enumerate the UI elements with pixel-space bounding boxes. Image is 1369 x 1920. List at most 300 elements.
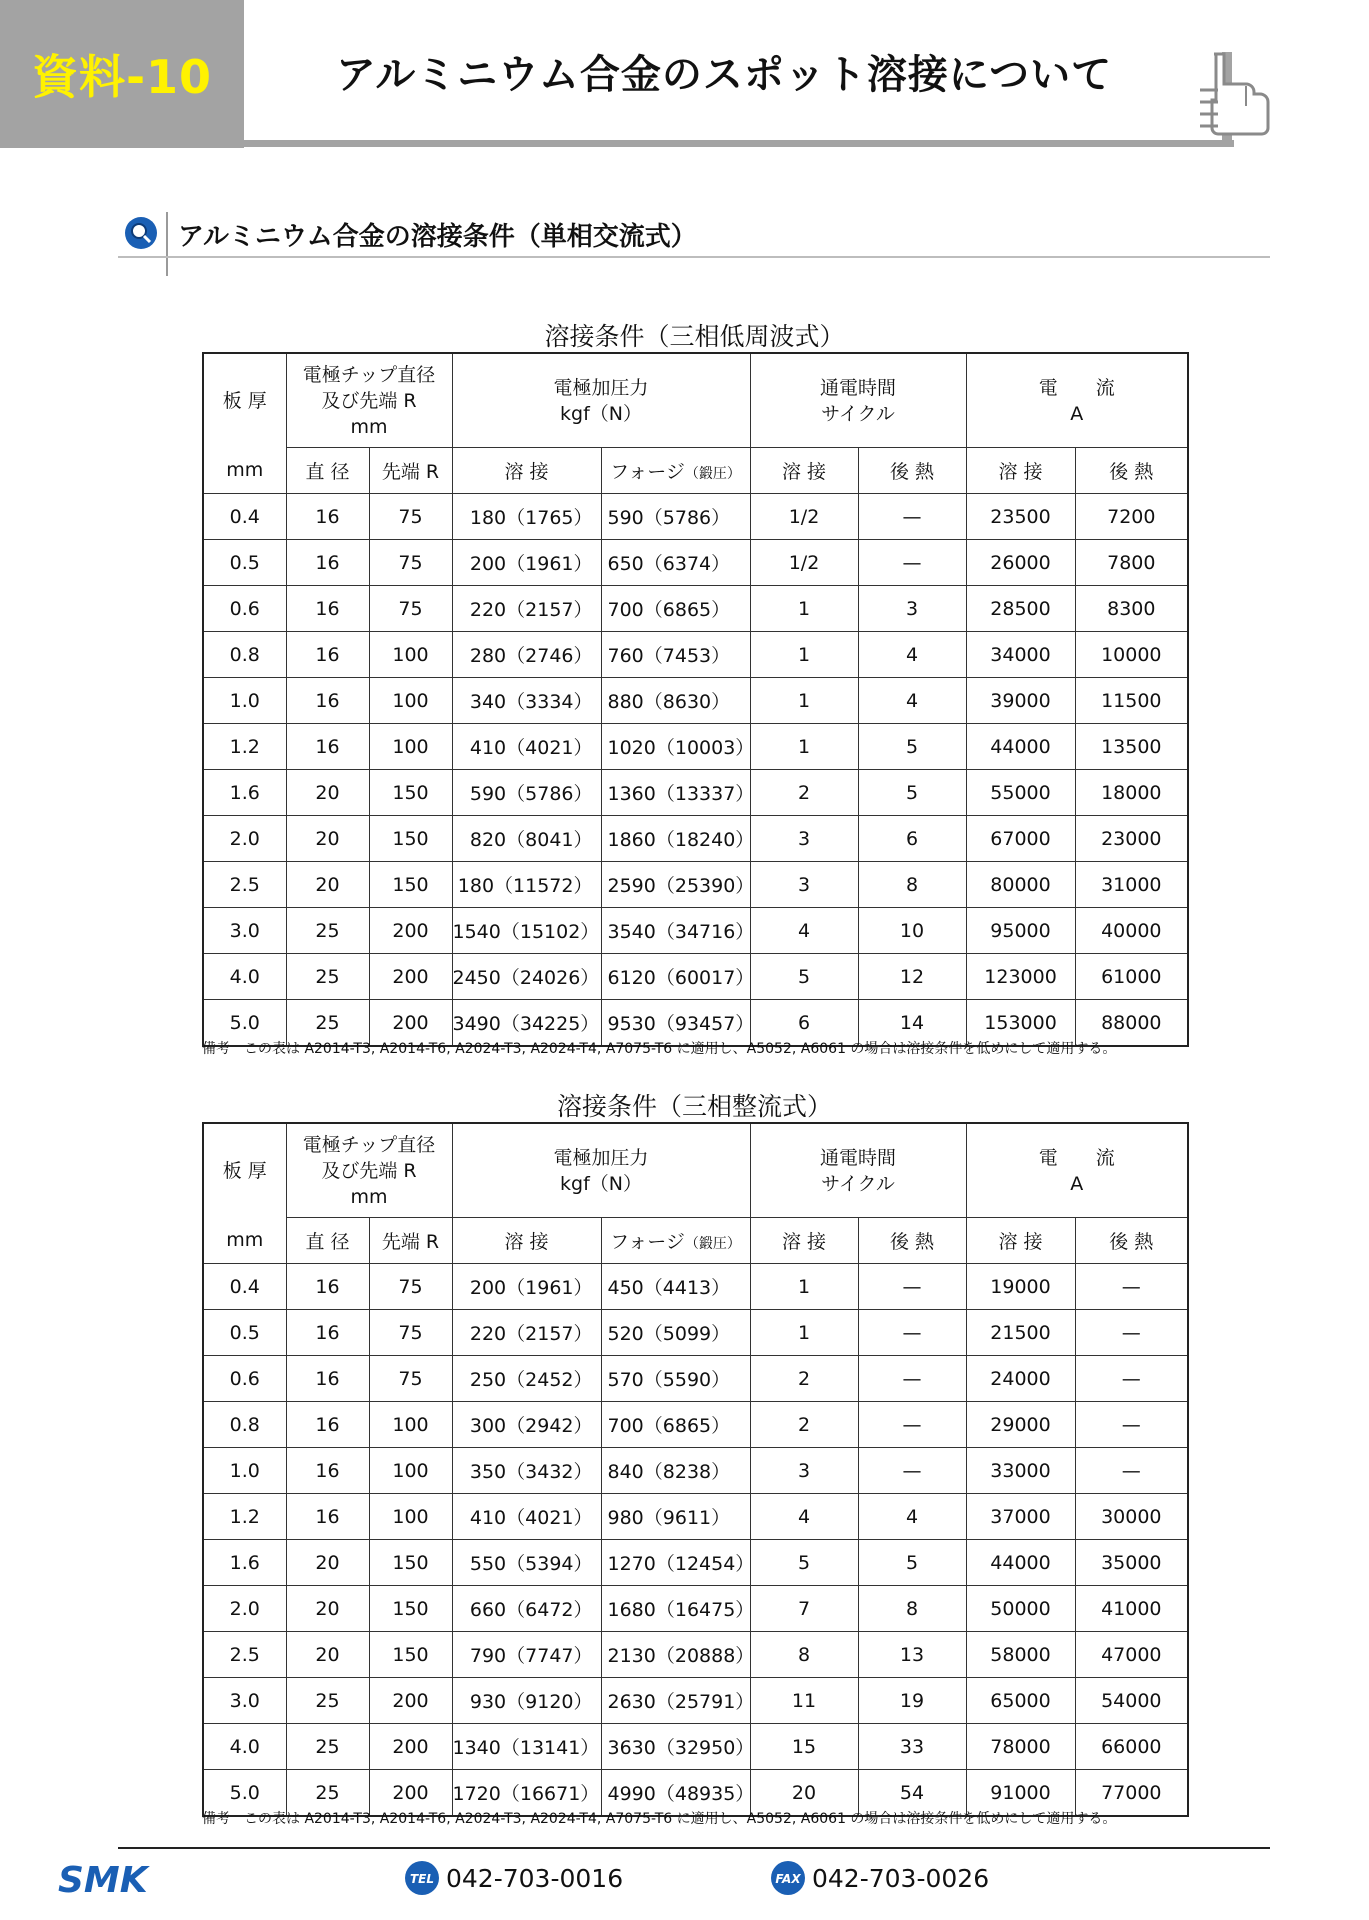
post-heat-current-cell: 40000 [1075, 908, 1188, 954]
plate-thickness-cell: 0.6 [203, 586, 286, 632]
tip-radius-cell: 200 [369, 1724, 452, 1770]
weld-time-cell: 20 [750, 1770, 858, 1817]
table-body [203, 494, 1188, 1047]
table-row [203, 632, 1188, 678]
forge-force-cell: 700（6865） [601, 1402, 750, 1448]
forge-force-cell: 760（7453） [601, 632, 750, 678]
weld-current-cell: 91000 [966, 1770, 1075, 1817]
weld-current-cell: 50000 [966, 1586, 1075, 1632]
time-header [750, 353, 966, 448]
weld-time-cell: 1 [750, 678, 858, 724]
tip-diameter-cell: 25 [286, 1724, 369, 1770]
weld-force-cell: 180（1765） [452, 494, 601, 540]
post-heat-time-cell: 4 [858, 632, 966, 678]
weld-time-cell: 1 [750, 632, 858, 678]
table-row [203, 1540, 1188, 1586]
weld-force-cell: 410（4021） [452, 1494, 601, 1540]
weld-current-cell: 78000 [966, 1724, 1075, 1770]
current-post-header: 後 熱 [1075, 1218, 1188, 1264]
weld-time-cell: 1 [750, 724, 858, 770]
post-heat-time-cell: 19 [858, 1678, 966, 1724]
post-heat-time-cell: 33 [858, 1724, 966, 1770]
tip-radius-cell: 75 [369, 540, 452, 586]
fax-badge-label: FAX [775, 1872, 801, 1886]
table-row [203, 494, 1188, 540]
force-header-line1: 電極加圧力 [553, 376, 649, 399]
plate-thickness-cell: 1.6 [203, 770, 286, 816]
weld-force-cell: 660（6472） [452, 1586, 601, 1632]
weld-time-cell: 6 [750, 1000, 858, 1047]
weld-current-cell: 65000 [966, 1678, 1075, 1724]
table-row [203, 862, 1188, 908]
weld-time-cell: 5 [750, 954, 858, 1000]
weld-force-cell: 200（1961） [452, 540, 601, 586]
time-header-line1: 通電時間 [820, 376, 897, 399]
weld-current-cell: 80000 [966, 862, 1075, 908]
tip-header-line2: 及び先端 R [321, 389, 417, 412]
weld-current-cell: 26000 [966, 540, 1075, 586]
tip-radius-cell: 150 [369, 1632, 452, 1678]
tip-header-line1: 電極チップ直径 [302, 363, 436, 386]
post-heat-time-cell: 8 [858, 1586, 966, 1632]
post-heat-current-cell: 77000 [1075, 1770, 1188, 1817]
current-header-line1: 電 流 [1038, 1146, 1115, 1169]
tip-diameter-cell: 25 [286, 1678, 369, 1724]
weld-current-cell: 19000 [966, 1264, 1075, 1310]
tip-diameter-cell: 16 [286, 678, 369, 724]
plate-thickness-cell: 0.4 [203, 1264, 286, 1310]
forge-force-cell: 1270（12454） [601, 1540, 750, 1586]
fax-contact [770, 1858, 989, 1898]
plate-thickness-header: 板 厚 [203, 1123, 286, 1218]
table-caption: 溶接条件（三相低周波式） [544, 322, 845, 351]
plate-unit: mm [203, 1218, 286, 1264]
forge-force-cell: 700（6865） [601, 586, 750, 632]
post-heat-time-cell: 4 [858, 1494, 966, 1540]
weld-time-cell: 1 [750, 586, 858, 632]
post-heat-current-cell: 41000 [1075, 1586, 1188, 1632]
forge-small-label: （鍛圧） [684, 1236, 741, 1252]
time-weld-header: 溶 接 [750, 448, 858, 494]
forge-force-cell: 520（5099） [601, 1310, 750, 1356]
forge-force-cell: 570（5590） [601, 1356, 750, 1402]
tip-radius-cell: 200 [369, 1000, 452, 1047]
forge-force-cell: 3540（34716） [601, 908, 750, 954]
table-row [203, 816, 1188, 862]
section-title: アルミニウム合金の溶接条件（単相交流式） [178, 222, 697, 252]
tip-radius-cell: 75 [369, 586, 452, 632]
weld-time-cell: 15 [750, 1724, 858, 1770]
post-heat-current-cell: 13500 [1075, 724, 1188, 770]
plate-thickness-header: 板 厚 [203, 353, 286, 448]
weld-force-cell: 820（8041） [452, 816, 601, 862]
weld-force-cell: 930（9120） [452, 1678, 601, 1724]
table-caption: 溶接条件（三相整流式） [556, 1092, 832, 1121]
time-header [750, 1123, 966, 1218]
forge-force-cell: 1020（10003） [601, 724, 750, 770]
tip-diameter-cell: 20 [286, 862, 369, 908]
table-row [203, 1586, 1188, 1632]
table-row [203, 586, 1188, 632]
time-header-unit: サイクル [821, 1172, 895, 1195]
time-header-unit: サイクル [821, 402, 895, 425]
tip-diameter-cell: 20 [286, 816, 369, 862]
plate-thickness-cell: 2.0 [203, 1586, 286, 1632]
forge-force-cell: 2590（25390） [601, 862, 750, 908]
tip-radius-cell: 75 [369, 1356, 452, 1402]
weld-time-cell: 1 [750, 1310, 858, 1356]
phone-contact [404, 1858, 623, 1898]
post-heat-time-cell: — [858, 1402, 966, 1448]
forge-small-label: （鍛圧） [684, 466, 741, 482]
table-row [203, 1724, 1188, 1770]
forge-force-cell: 840（8238） [601, 1448, 750, 1494]
tip-radius-cell: 100 [369, 1494, 452, 1540]
tip-radius-cell: 150 [369, 770, 452, 816]
post-heat-current-cell: 54000 [1075, 1678, 1188, 1724]
tip-header [286, 353, 452, 448]
force-weld-header: 溶 接 [452, 1218, 601, 1264]
tip-diameter-cell: 16 [286, 1402, 369, 1448]
section-heading [118, 212, 1270, 258]
tip-diameter-cell: 20 [286, 1632, 369, 1678]
tip-diameter-cell: 16 [286, 632, 369, 678]
tip-radius-cell: 150 [369, 1540, 452, 1586]
weld-current-cell: 58000 [966, 1632, 1075, 1678]
weld-force-cell: 790（7747） [452, 1632, 601, 1678]
post-heat-time-cell: 5 [858, 1540, 966, 1586]
post-heat-time-cell: 5 [858, 770, 966, 816]
weld-time-cell: 3 [750, 862, 858, 908]
force-header [452, 353, 750, 448]
table-row [203, 1494, 1188, 1540]
weld-force-cell: 220（2157） [452, 1310, 601, 1356]
weld-force-cell: 3490（34225） [452, 1000, 601, 1047]
table-row [203, 678, 1188, 724]
tip-diameter-cell: 16 [286, 494, 369, 540]
weld-time-cell: 1/2 [750, 540, 858, 586]
current-header-unit: A [1070, 402, 1084, 425]
weld-time-cell: 8 [750, 1632, 858, 1678]
plate-thickness-cell: 1.2 [203, 724, 286, 770]
tip-radius-cell: 200 [369, 1770, 452, 1817]
force-header [452, 1123, 750, 1218]
plate-thickness-cell: 1.2 [203, 1494, 286, 1540]
time-post-header: 後 熱 [858, 1218, 966, 1264]
current-header [966, 353, 1188, 448]
plate-thickness-cell: 1.0 [203, 678, 286, 724]
tip-diameter-cell: 16 [286, 1264, 369, 1310]
plate-thickness-cell: 0.4 [203, 494, 286, 540]
weld-time-cell: 2 [750, 1402, 858, 1448]
weld-current-cell: 67000 [966, 816, 1075, 862]
tip-diameter-cell: 20 [286, 1540, 369, 1586]
table-row [203, 540, 1188, 586]
post-heat-time-cell: — [858, 540, 966, 586]
post-heat-time-cell: — [858, 1310, 966, 1356]
tip-header-unit: mm [350, 1185, 388, 1208]
force-header-unit: kgf（N） [560, 402, 642, 425]
tel-badge-label: TEL [409, 1872, 435, 1886]
weld-time-cell: 1/2 [750, 494, 858, 540]
current-weld-header: 溶 接 [966, 1218, 1075, 1264]
current-header-unit: A [1070, 1172, 1084, 1195]
plate-thickness-cell: 0.5 [203, 540, 286, 586]
forge-force-cell: 2130（20888） [601, 1632, 750, 1678]
post-heat-time-cell: 54 [858, 1770, 966, 1817]
tip-diameter-cell: 25 [286, 1000, 369, 1047]
table-row [203, 770, 1188, 816]
weld-current-cell: 95000 [966, 908, 1075, 954]
tip-diameter-cell: 25 [286, 908, 369, 954]
forge-force-cell: 590（5786） [601, 494, 750, 540]
tip-header-line1: 電極チップ直径 [302, 1133, 436, 1156]
weld-time-cell: 2 [750, 770, 858, 816]
weld-current-cell: 34000 [966, 632, 1075, 678]
plate-thickness-cell: 2.0 [203, 816, 286, 862]
post-heat-time-cell: 3 [858, 586, 966, 632]
forge-force-cell: 1360（13337） [601, 770, 750, 816]
post-heat-current-cell: 47000 [1075, 1632, 1188, 1678]
post-heat-time-cell: — [858, 494, 966, 540]
weld-current-cell: 123000 [966, 954, 1075, 1000]
tip-diameter-cell: 16 [286, 1310, 369, 1356]
tip-diameter-cell: 20 [286, 1586, 369, 1632]
weld-current-cell: 44000 [966, 1540, 1075, 1586]
logo-text: SMK [58, 1860, 148, 1898]
table-note: 備考 この表は A2014-T3, A2014-T6, A2024-T3, A2024-T4, A7075-T6 に適用し、A5052, A6061 の場合は溶接条件を低めにして適用する。 [202, 1811, 1117, 1827]
forge-header [601, 1218, 750, 1264]
table-row [203, 1678, 1188, 1724]
header-underline [244, 140, 1234, 147]
current-weld-header: 溶 接 [966, 448, 1075, 494]
tel-badge-icon [404, 1860, 440, 1896]
weld-time-cell: 2 [750, 1356, 858, 1402]
post-heat-time-cell: 8 [858, 862, 966, 908]
plate-thickness-cell: 5.0 [203, 1770, 286, 1817]
forge-force-cell: 880（8630） [601, 678, 750, 724]
tip-diameter-cell: 25 [286, 1770, 369, 1817]
tip-diameter-cell: 16 [286, 586, 369, 632]
weld-force-cell: 220（2157） [452, 586, 601, 632]
tip-diameter-cell: 16 [286, 1356, 369, 1402]
weld-time-cell: 3 [750, 1448, 858, 1494]
weld-time-cell: 4 [750, 1494, 858, 1540]
weld-force-cell: 250（2452） [452, 1356, 601, 1402]
weld-force-cell: 550（5394） [452, 1540, 601, 1586]
force-header-line1: 電極加圧力 [553, 1146, 649, 1169]
table-row [203, 1356, 1188, 1402]
table-row [203, 1264, 1188, 1310]
post-heat-time-cell: 4 [858, 678, 966, 724]
tip-radius-cell: 75 [369, 1310, 452, 1356]
weld-time-cell: 3 [750, 816, 858, 862]
weld-current-cell: 55000 [966, 770, 1075, 816]
tip-radius-cell: 75 [369, 1264, 452, 1310]
weld-current-cell: 153000 [966, 1000, 1075, 1047]
weld-force-cell: 410（4021） [452, 724, 601, 770]
post-heat-current-cell: — [1075, 1356, 1188, 1402]
table-row [203, 1310, 1188, 1356]
table-row [203, 1402, 1188, 1448]
document-tag-text: 資料-10 [31, 50, 213, 104]
forge-force-cell: 3630（32950） [601, 1724, 750, 1770]
post-heat-current-cell: 11500 [1075, 678, 1188, 724]
tip-diameter-cell: 20 [286, 770, 369, 816]
weld-force-cell: 1720（16671） [452, 1770, 601, 1817]
table-row [203, 1448, 1188, 1494]
current-header-line1: 電 流 [1038, 376, 1115, 399]
tip-radius-cell: 150 [369, 816, 452, 862]
post-heat-current-cell: — [1075, 1310, 1188, 1356]
force-weld-header: 溶 接 [452, 448, 601, 494]
footer-line [118, 1847, 1270, 1849]
plate-thickness-cell: 1.0 [203, 1448, 286, 1494]
table-row [203, 954, 1188, 1000]
page-title: アルミニウム合金のスポット溶接について [335, 52, 1113, 98]
tip-radius-header: 先端 R [369, 1218, 452, 1264]
post-heat-time-cell: — [858, 1264, 966, 1310]
plate-thickness-cell: 4.0 [203, 954, 286, 1000]
weld-current-cell: 28500 [966, 586, 1075, 632]
post-heat-current-cell: 88000 [1075, 1000, 1188, 1047]
post-heat-time-cell: — [858, 1448, 966, 1494]
time-post-header: 後 熱 [858, 448, 966, 494]
forge-force-cell: 650（6374） [601, 540, 750, 586]
plate-thickness-cell: 3.0 [203, 1678, 286, 1724]
tip-radius-header: 先端 R [369, 448, 452, 494]
tip-radius-cell: 200 [369, 908, 452, 954]
weld-time-cell: 11 [750, 1678, 858, 1724]
post-heat-current-cell: 61000 [1075, 954, 1188, 1000]
plate-thickness-cell: 4.0 [203, 1724, 286, 1770]
plate-thickness-cell: 0.6 [203, 1356, 286, 1402]
tip-radius-cell: 100 [369, 1448, 452, 1494]
post-heat-current-cell: 31000 [1075, 862, 1188, 908]
time-header-line1: 通電時間 [820, 1146, 897, 1169]
post-heat-current-cell: — [1075, 1402, 1188, 1448]
document-tag [0, 0, 244, 148]
tip-diameter-cell: 16 [286, 540, 369, 586]
diameter-header: 直 径 [286, 448, 369, 494]
force-header-unit: kgf（N） [560, 1172, 642, 1195]
weld-current-cell: 39000 [966, 678, 1075, 724]
post-heat-current-cell: 35000 [1075, 1540, 1188, 1586]
plate-thickness-cell: 0.8 [203, 632, 286, 678]
table-note: 備考 この表は A2014-T3, A2014-T6, A2024-T3, A2024-T4, A7075-T6 に適用し、A5052, A6061 の場合は溶接条件を低めにして適用する。 [202, 1041, 1117, 1057]
weld-force-cell: 2450（24026） [452, 954, 601, 1000]
tip-header-line2: 及び先端 R [321, 1159, 417, 1182]
tip-radius-cell: 100 [369, 678, 452, 724]
tip-radius-cell: 100 [369, 724, 452, 770]
post-heat-time-cell: 5 [858, 724, 966, 770]
forge-label: フォージ [610, 461, 685, 483]
current-post-header: 後 熱 [1075, 448, 1188, 494]
section-underline [118, 256, 1270, 258]
table-row [203, 724, 1188, 770]
tip-diameter-cell: 25 [286, 954, 369, 1000]
weld-time-cell: 4 [750, 908, 858, 954]
post-heat-current-cell: — [1075, 1264, 1188, 1310]
post-heat-time-cell: — [858, 1356, 966, 1402]
tip-radius-cell: 100 [369, 632, 452, 678]
weld-force-cell: 590（5786） [452, 770, 601, 816]
forge-force-cell: 6120（60017） [601, 954, 750, 1000]
current-header [966, 1123, 1188, 1218]
weld-force-cell: 350（3432） [452, 1448, 601, 1494]
magnifier-icon [124, 216, 158, 250]
time-weld-header: 溶 接 [750, 1218, 858, 1264]
weld-current-cell: 44000 [966, 724, 1075, 770]
plate-thickness-cell: 3.0 [203, 908, 286, 954]
post-heat-time-cell: 10 [858, 908, 966, 954]
welding-table [202, 352, 1189, 1047]
plate-thickness-cell: 1.6 [203, 1540, 286, 1586]
post-heat-time-cell: 14 [858, 1000, 966, 1047]
post-heat-time-cell: 13 [858, 1632, 966, 1678]
forge-label: フォージ [610, 1231, 685, 1253]
post-heat-current-cell: 10000 [1075, 632, 1188, 678]
phone-number[interactable]: 042-703-0016 [446, 1863, 624, 1893]
tip-radius-cell: 75 [369, 494, 452, 540]
post-heat-time-cell: 12 [858, 954, 966, 1000]
tip-radius-cell: 200 [369, 1678, 452, 1724]
forge-force-cell: 2630（25791） [601, 1678, 750, 1724]
post-heat-time-cell: 6 [858, 816, 966, 862]
plate-thickness-cell: 0.8 [203, 1402, 286, 1448]
tip-radius-cell: 150 [369, 862, 452, 908]
weld-time-cell: 5 [750, 1540, 858, 1586]
weld-current-cell: 33000 [966, 1448, 1075, 1494]
post-heat-current-cell: 18000 [1075, 770, 1188, 816]
forge-header [601, 448, 750, 494]
forge-force-cell: 450（4413） [601, 1264, 750, 1310]
post-heat-current-cell: 8300 [1075, 586, 1188, 632]
plate-thickness-cell: 0.5 [203, 1310, 286, 1356]
post-heat-current-cell: 7200 [1075, 494, 1188, 540]
forge-force-cell: 9530（93457） [601, 1000, 750, 1047]
tip-diameter-cell: 16 [286, 724, 369, 770]
weld-time-cell: 7 [750, 1586, 858, 1632]
weld-force-cell: 200（1961） [452, 1264, 601, 1310]
post-heat-current-cell: 30000 [1075, 1494, 1188, 1540]
weld-force-cell: 340（3334） [452, 678, 601, 724]
weld-force-cell: 300（2942） [452, 1402, 601, 1448]
weld-force-cell: 1340（13141） [452, 1724, 601, 1770]
weld-time-cell: 1 [750, 1264, 858, 1310]
table-row [203, 908, 1188, 954]
weld-current-cell: 21500 [966, 1310, 1075, 1356]
tip-radius-cell: 150 [369, 1586, 452, 1632]
welding-table [202, 1122, 1189, 1817]
forge-force-cell: 1860（18240） [601, 816, 750, 862]
plate-thickness-cell: 2.5 [203, 862, 286, 908]
tip-radius-cell: 200 [369, 954, 452, 1000]
forge-force-cell: 980（9611） [601, 1494, 750, 1540]
section-divider [166, 212, 168, 276]
forge-force-cell: 4990（48935） [601, 1770, 750, 1817]
tip-diameter-cell: 16 [286, 1494, 369, 1540]
weld-current-cell: 29000 [966, 1402, 1075, 1448]
plate-thickness-cell: 2.5 [203, 1632, 286, 1678]
post-heat-current-cell: 7800 [1075, 540, 1188, 586]
tip-header [286, 1123, 452, 1218]
post-heat-current-cell: — [1075, 1448, 1188, 1494]
fax-number: 042-703-0026 [812, 1863, 990, 1893]
diameter-header: 直 径 [286, 1218, 369, 1264]
weld-current-cell: 24000 [966, 1356, 1075, 1402]
tip-radius-cell: 100 [369, 1402, 452, 1448]
